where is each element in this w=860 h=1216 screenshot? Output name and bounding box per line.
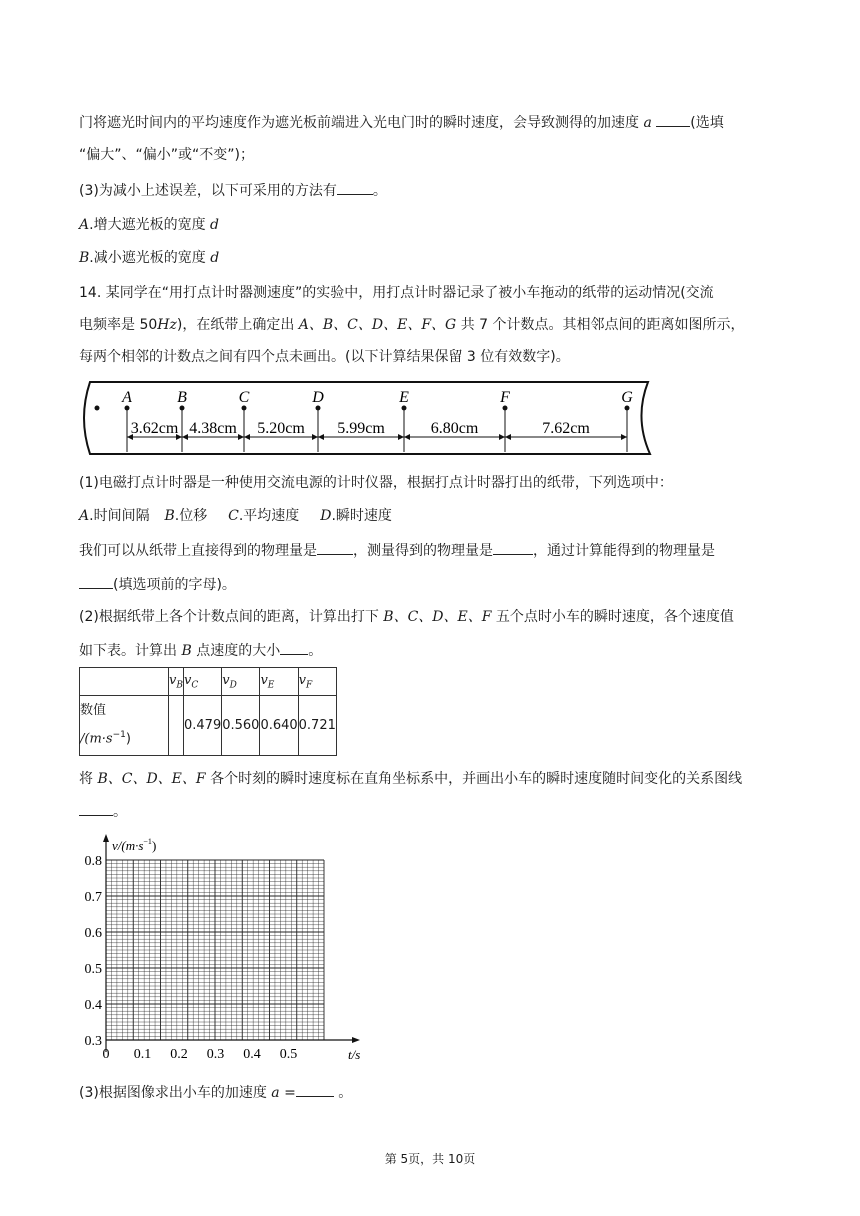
tape-point-label: G [621,389,633,406]
answer-blank[interactable] [296,1082,334,1097]
text-segment: 门将遮光时间内的平均速度作为遮光板前端进入光电门时的瞬时速度，会导致测得的加速度 [79,115,639,131]
variable-a: a [271,1085,280,1101]
answer-blank[interactable] [493,540,533,555]
header-vb: $v_B$ [169,668,184,696]
arrowhead [238,434,244,440]
text-segment: 电频率是 50 [79,317,158,333]
arrowhead [505,434,511,440]
x-tick-label: 0.3 [206,1047,225,1062]
tape-point-label: A [122,389,132,406]
text-segment: (选填 [690,115,724,131]
distance-label: 7.62cm [542,420,590,437]
text-line [79,574,236,595]
option-line [79,248,219,268]
y-tick-label: 0.8 [84,854,102,869]
arrowhead [404,434,410,440]
arrowhead [318,434,324,440]
option-line [79,215,219,235]
option-letter: B [79,250,90,266]
arrowhead [244,434,250,440]
header-vd: $v_D$ [222,668,260,696]
tape-dot [95,406,100,411]
text-segment: )，在纸带上确定出 [176,317,295,333]
header-vf: $v_F$ [298,668,336,696]
distance-label: 5.20cm [257,420,305,437]
y-tick-label: 0.7 [84,890,102,905]
answer-blank[interactable] [317,540,353,555]
point-list: B、C、D、E、F [383,609,492,625]
row-label: 数值 $/(m\cdot s^{-1})$ [80,696,169,756]
value-vd: 0.560 [222,696,260,756]
x-tick-label: 0 [102,1047,110,1062]
text-segment: “偏大”、“偏小”或“不变”)； [79,147,254,163]
x-axis-label: t/s [348,1047,361,1062]
text-line [79,180,387,201]
x-tick-label: 0.4 [243,1047,261,1062]
text-segment: 将 [79,771,93,787]
text-line [79,145,254,165]
x-axis-arrow [352,1037,360,1043]
y-axis-arrow [103,834,109,842]
y-tick-label: 0.4 [84,998,102,1013]
text-segment: ，测量得到的物理量是 [353,543,493,559]
variable-d: d [210,250,220,266]
value-vb[interactable] [169,696,184,756]
answer-blank[interactable] [656,112,690,127]
tape-point-label: E [399,389,409,406]
text-segment: 各个时刻的瞬时速度标在直角坐标系中，并画出小车的瞬时速度随时间变化的关系图线 [210,771,743,787]
text-line [79,769,742,789]
arrowhead [312,434,318,440]
table-header-row [80,668,337,696]
header-vc: $v_C$ [184,668,222,696]
arrowhead [398,434,404,440]
text-segment: 我们可以从纸带上直接得到的物理量是 [79,543,317,559]
value-vf: 0.721 [298,696,336,756]
tape-point-label: C [238,389,250,406]
x-tick-label: 0.1 [133,1047,152,1062]
option-text: .减小遮光板的宽度 [89,250,206,266]
text-line [79,640,322,661]
text-segment: 五个点时小车的瞬时速度，各个速度值 [495,609,734,625]
text-segment: 点速度的大小 [196,643,281,659]
point-list: B、C、D、E、F [97,771,206,787]
question-14-line [79,283,714,303]
answer-blank[interactable] [280,640,308,655]
option-text: .增大遮光板的宽度 [89,217,206,233]
graph-paper-figure [70,830,390,1070]
y-tick-label: 0.5 [84,962,102,977]
tape-point-label: F [500,389,510,406]
y-axis-label: $v/(m\cdot s^{-1})$ [112,837,157,853]
text-line [79,801,127,822]
text-line [79,607,734,627]
arrowhead [499,434,505,440]
velocity-table [79,667,337,756]
option-a: A.时间间隔 [79,508,150,524]
header-ve: $v_E$ [260,668,298,696]
variable-b: B [181,643,192,659]
option-c: C.平均速度 [228,508,300,524]
y-tick-label: 0.3 [84,1034,102,1049]
text-segment: (3)为减小上述误差，以下可采用的方法有 [79,183,337,199]
text-segment: 共 7 个计数点。其相邻点间的距离如图所示， [460,317,745,333]
value-ve: 0.640 [260,696,298,756]
text-segment: (1)电磁打点计时器是一种使用交流电源的计时仪器，根据打点计时器打出的纸带，下列选项中： [79,475,673,491]
text-segment: 。 [338,1085,353,1101]
option-letter: A [79,217,90,233]
text-segment: = [284,1085,296,1101]
options-line [79,506,392,526]
variable-d: d [210,217,219,233]
distance-label: 3.62cm [130,420,179,437]
text-line [79,112,724,133]
tape-point-label: D [312,389,324,406]
text-segment: 。 [308,643,323,659]
option-b: B.位移 [164,508,208,524]
text-segment: 如下表。计算出 [79,643,177,659]
x-tick-label: 0.2 [170,1047,188,1062]
text-segment: 每两个相邻的计数点之间有四个点未画出。(以下计算结果保留 3 位有效数字)。 [79,349,570,365]
variable-a: a [643,115,652,131]
text-segment: (2)根据纸带上各个计数点间的距离，计算出打下 [79,609,379,625]
option-d: D.瞬时速度 [320,508,392,524]
page-footer: 第 5页，共 10页 [384,1152,476,1166]
tape-point-label: B [177,389,187,406]
text-line [79,347,570,367]
text-segment: (3)根据图像求出小车的加速度 [79,1085,267,1101]
text-segment: (填选项前的字母)。 [113,577,236,593]
text-line [79,315,745,335]
distance-label: 5.99cm [337,420,385,437]
answer-blank[interactable] [337,180,373,195]
text-segment: 。 [113,804,127,820]
arrowhead [182,434,188,440]
text-line [79,540,715,561]
unit-hz: Hz [157,317,177,333]
text-line [79,1082,352,1103]
distance-label: 4.38cm [189,420,237,437]
y-tick-label: 0.6 [84,926,102,941]
text-segment: 14. 某同学在“用打点计时器测速度”的实验中，用打点计时器记录了被小车拖动的纸带的运动情况(交流 [79,285,714,301]
table-row [80,696,337,756]
arrowhead [621,434,627,440]
answer-blank[interactable] [79,801,113,816]
x-tick-label: 0.5 [279,1047,298,1062]
text-segment: 。 [372,183,387,199]
value-vc: 0.479 [184,696,222,756]
paper-tape-figure [76,378,666,458]
distance-label: 6.80cm [430,420,479,437]
table-cell [80,668,169,696]
point-list: A、B、C、D、E、F、G [298,317,457,333]
text-line [79,473,673,493]
text-segment: ，通过计算能得到的物理量是 [533,543,715,559]
answer-blank[interactable] [79,574,113,589]
